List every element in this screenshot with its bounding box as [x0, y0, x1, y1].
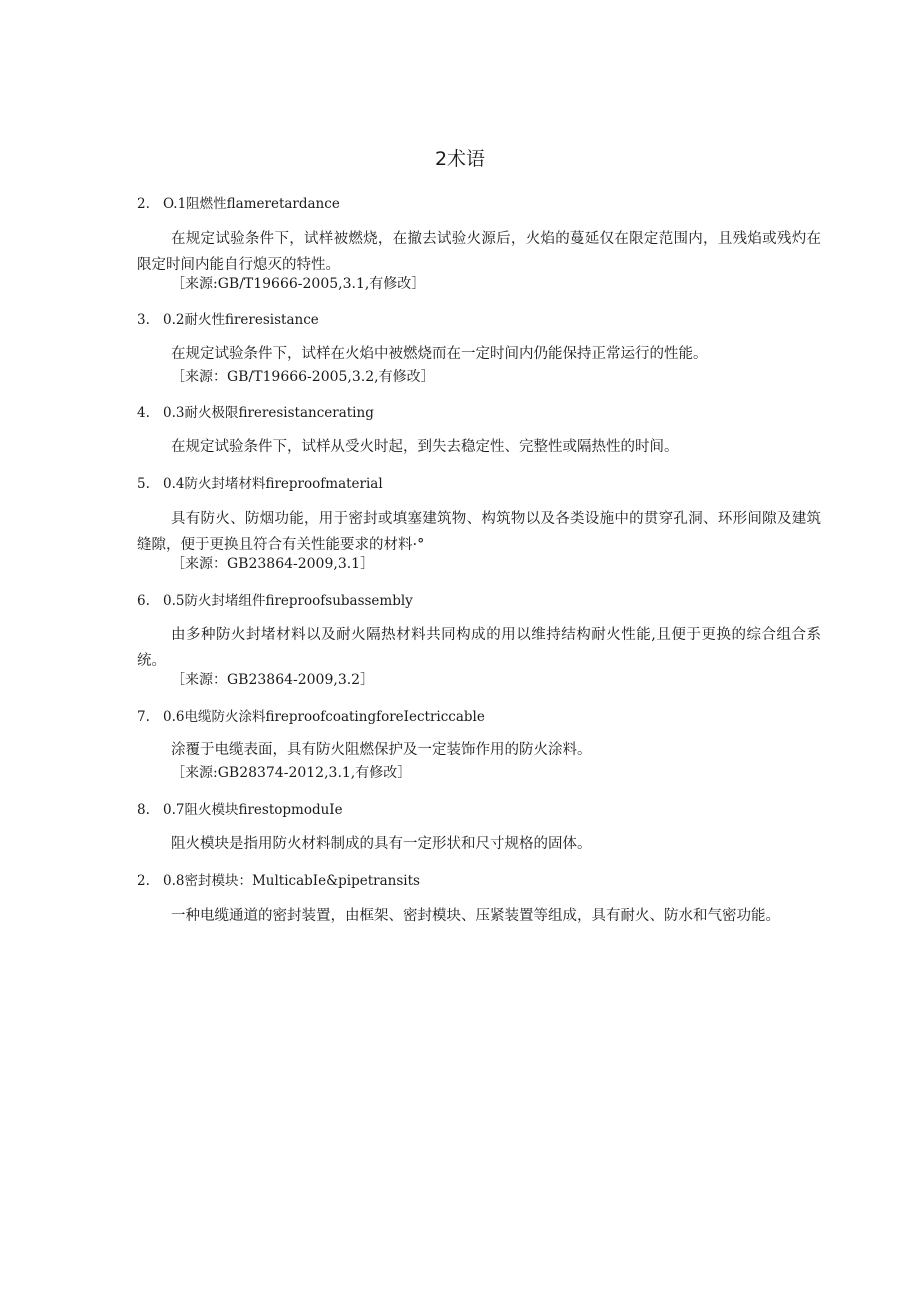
term-source: ［来源：GB/T19666-2005,3.2,有修改］: [171, 369, 435, 385]
term-name: 0.3耐火极限fireresistancerating: [163, 405, 374, 421]
term-heading: [137, 709, 485, 725]
term-name: 0.6电缆防火涂料fireproofcoatingforeIectriccable: [163, 709, 485, 725]
term-name: 0.7阻火模块firestopmoduIe: [163, 802, 343, 818]
term-heading: [137, 476, 383, 492]
term-number: 8.: [137, 802, 150, 818]
term-source: ［来源:GB28374-2012,3.1,有修改］: [171, 765, 412, 781]
term-definition: 一种电缆通道的密封装置，由框架、密封模块、压紧装置等组成，具有耐火、防水和气密功能。: [171, 908, 780, 924]
term-number: 2.: [137, 196, 150, 212]
term-definition: 具有防火、防烟功能，用于密封或填塞建筑物、构筑物以及各类设施中的贯穿孔洞、环形间隙及建筑缝隙，便于更换且符合有关性能要求的材料·°: [137, 511, 821, 553]
term-number: 3.: [137, 312, 150, 328]
term-heading: [137, 196, 340, 212]
term-name: 0.5防火封堵组件fireproofsubassembly: [163, 593, 413, 609]
section-title: 2术语: [434, 148, 486, 170]
term-source: ［来源:GB/T19666-2005,3.1,有修改］: [171, 276, 426, 292]
term-heading: [137, 873, 420, 889]
term-name: O.1阻燃性flameretardance: [163, 196, 340, 212]
term-definition: 由多种防火封堵材料以及耐火隔热材料共同构成的用以维持结构耐火性能,且便于更换的综合组合系统。: [137, 627, 821, 669]
term-heading: [137, 405, 374, 421]
term-source: ［来源：GB23864-2009,3.1］: [171, 556, 375, 572]
term-heading: [137, 593, 413, 609]
term-number: 2.: [137, 873, 150, 889]
term-definition: 阻火模块是指用防火材料制成的具有一定形状和尺寸规格的固体。: [171, 836, 592, 852]
term-heading: [137, 802, 343, 818]
term-source: ［来源：GB23864-2009,3.2］: [171, 672, 375, 688]
term-number: 6.: [137, 593, 150, 609]
term-heading: [137, 312, 319, 328]
term-definition: 涂覆于电缆表面，具有防火阻燃保护及一定装饰作用的防火涂料。: [171, 742, 592, 758]
term-definition: 在规定试验条件下，试样在火焰中被燃烧而在一定时间内仍能保持正常运行的性能。: [171, 346, 708, 362]
term-number: 5.: [137, 476, 150, 492]
term-name: 0.2耐火性fireresistance: [163, 312, 319, 328]
term-definition: 在规定试验条件下，试样从受火时起，到失去稳定性、完整性或隔热性的时间。: [171, 439, 679, 455]
term-number: 4.: [137, 405, 150, 421]
term-definition: 在规定试验条件下，试样被燃烧，在撤去试验火源后，火焰的蔓延仅在限定范围内，且残焰或残灼在限定时间内能自行熄灭的特性。: [137, 231, 821, 273]
term-name: 0.8密封模块：MulticabIe&pipetransits: [163, 873, 420, 889]
term-number: 7.: [137, 709, 150, 725]
term-name: 0.4防火封堵材料fireproofmaterial: [163, 476, 383, 492]
